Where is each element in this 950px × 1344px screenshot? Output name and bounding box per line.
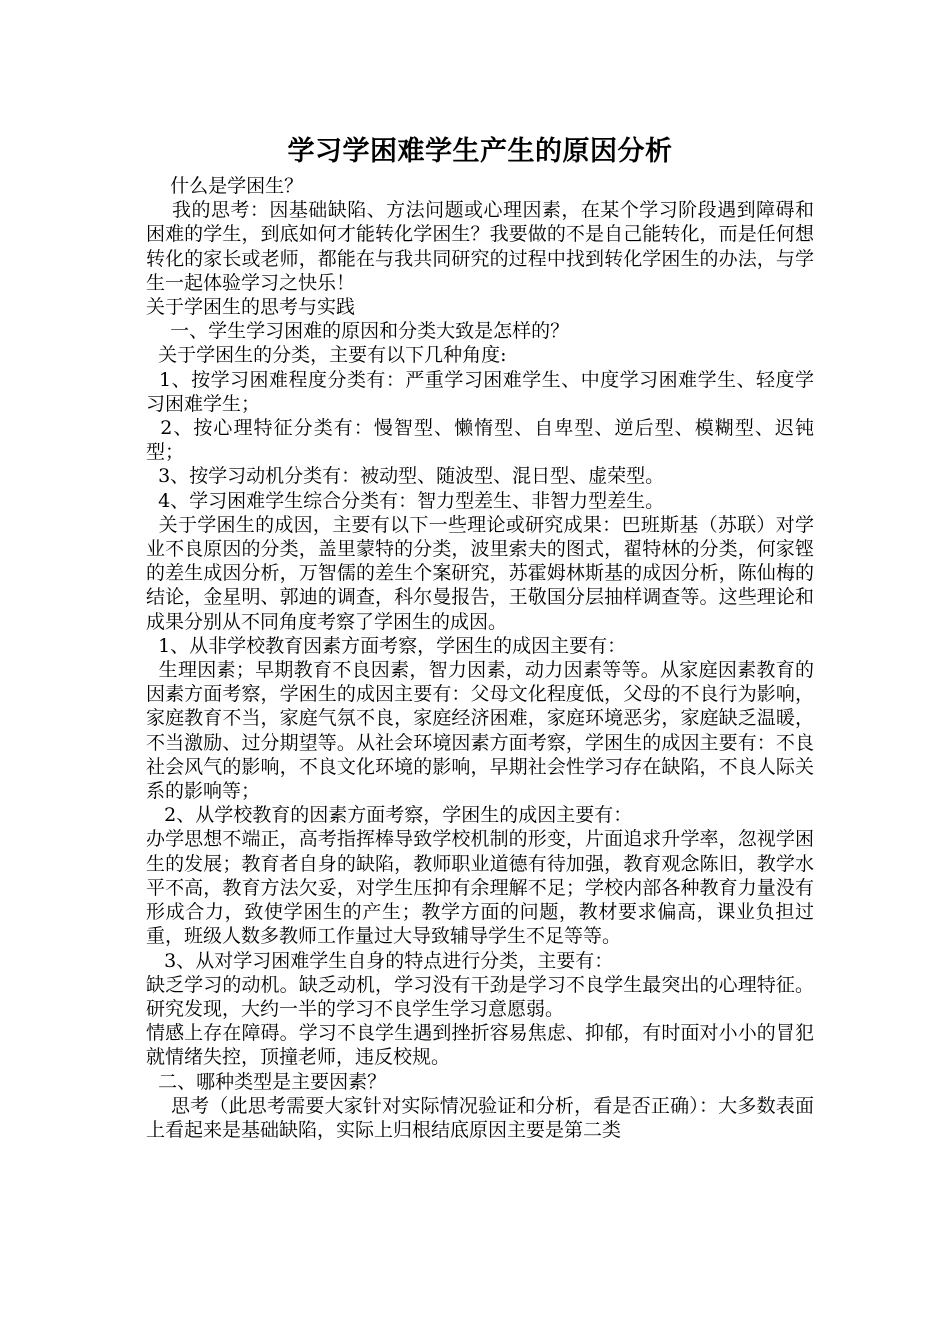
list-item: 2、按心理特征分类有：慢智型、懒惰型、自卑型、逆后型、模糊型、迟钝型； xyxy=(146,417,814,464)
document-body xyxy=(146,174,814,1142)
list-item: 2、从学校教育的因素方面考察，学困生的成因主要有： xyxy=(146,804,633,827)
list-item: 3、从对学习困难学生自身的特点进行分类，主要有： xyxy=(146,949,614,972)
list-item: 1、从非学校教育因素方面考察，学困生的成因主要有： xyxy=(146,634,627,657)
section-heading: 二、哪种类型是主要因素？ xyxy=(146,1070,387,1093)
paragraph: 缺乏学习的动机。缺乏动机，学习没有干劲是学习不良学生最突出的心理特征。研究发现，大约一半的学习不良学生学习意愿弱。 xyxy=(146,973,814,1020)
list-item: 4、学习困难学生综合分类有：智力型差生、非智力型差生。 xyxy=(146,489,665,512)
list-item: 1、按学习困难程度分类有：严重学习困难学生、中度学习困难学生、轻度学习困难学生； xyxy=(146,368,814,415)
paragraph: 办学思想不端正，高考指挥棒导致学校机制的形变，片面追求升学率，忽视学困生的发展；教育者自身的缺陷，教师职业道德有待加强，教育观念陈旧，教学水平不高，教育方法欠妥，对学生压抑有余理解不足；学校内部各种教育力量没有形成合力，致使学困生的产生；教学方面的问题，教材要求偏高，课业负担过重，班级人数多教师工作量过大导致辅导学生不足等等。 xyxy=(146,828,814,948)
paragraph: 情感上存在障碍。学习不良学生遇到挫折容易焦虑、抑郁，有时面对小小的冒犯就情绪失控，顶撞老师，违反校规。 xyxy=(146,1022,814,1069)
list-item: 3、按学习动机分类有：被动型、随波型、混日型、虚荣型。 xyxy=(146,465,665,488)
section-heading: 关于学困生的思考与实践 xyxy=(146,296,356,319)
paragraph: 什么是学困生？ xyxy=(146,175,304,197)
paragraph: 我的思考：因基础缺陷、方法问题或心理因素，在某个学习阶段遇到障碍和困难的学生，到底如何才能转化学困生？我要做的不是自己能转化，而是任何想转化的家长或老师，都能在与我共同研究的过程中找到转化学困生的办法，与学生一起体验学习之快乐！ xyxy=(146,199,814,294)
section-heading: 一、学生学习困难的原因和分类大致是怎样的？ xyxy=(146,320,570,343)
paragraph: 思考（此思考需要大家针对实际情况验证和分析，看是否正确）：大多数表面上看起来是基础缺陷，实际上归根结底原因主要是第二类 xyxy=(146,1094,814,1141)
paragraph: 关于学困生的成因，主要有以下一些理论或研究成果：巴班斯基（苏联）对学业不良原因的分类，盖里蒙特的分类，波里索夫的图式，翟特林的分类，何家铿的差生成因分析，万智儒的差生个案研究，苏霍姆林斯基的成因分析，陈仙梅的结论，金星明、郭迪的调查，科尔曼报告，王敬国分层抽样调查等。这些理论和成果分别从不同角度考察了学困生的成因。 xyxy=(146,513,814,633)
document-title: 学习学困难学生产生的原因分析 xyxy=(287,136,673,167)
paragraph: 生理因素；早期教育不良因素，智力因素，动力因素等等。从家庭因素教育的因素方面考察，学困生的成因主要有：父母文化程度低，父母的不良行为影响，家庭教育不当，家庭气氛不良，家庭经济困难，家庭环境恶劣，家庭缺乏温暖，不当激励、过分期望等。从社会环境因素方面考察，学困生的成因主要有：不良社会风气的影响，不良文化环境的影响，早期社会性学习存在缺陷，不良人际关系的影响等； xyxy=(146,659,814,803)
paragraph: 关于学困生的分类，主要有以下几种角度: xyxy=(146,344,507,367)
document-page xyxy=(146,132,814,1142)
